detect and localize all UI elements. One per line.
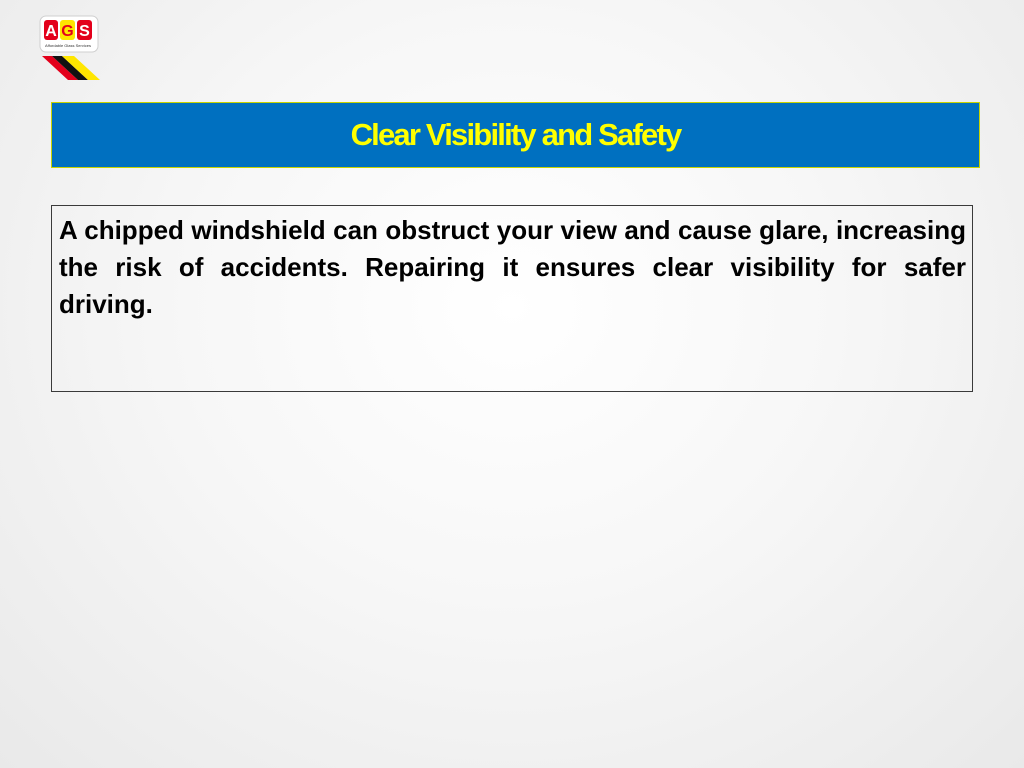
- slide-title: Clear Visibility and Safety: [350, 117, 681, 152]
- title-banner: [51, 102, 980, 168]
- svg-text:A: A: [45, 23, 57, 40]
- company-logo: [38, 14, 102, 80]
- svg-text:Affordable Glass Services: Affordable Glass Services: [45, 43, 91, 48]
- content-text: A chipped windshield can obstruct your view and cause glare, increasing the risk of accidents. Repairing it ensures clear visibility for safer driving.: [59, 215, 966, 319]
- content-box: [51, 205, 973, 392]
- svg-text:G: G: [61, 23, 74, 40]
- svg-text:S: S: [79, 23, 90, 40]
- ags-logo-icon: [38, 14, 102, 80]
